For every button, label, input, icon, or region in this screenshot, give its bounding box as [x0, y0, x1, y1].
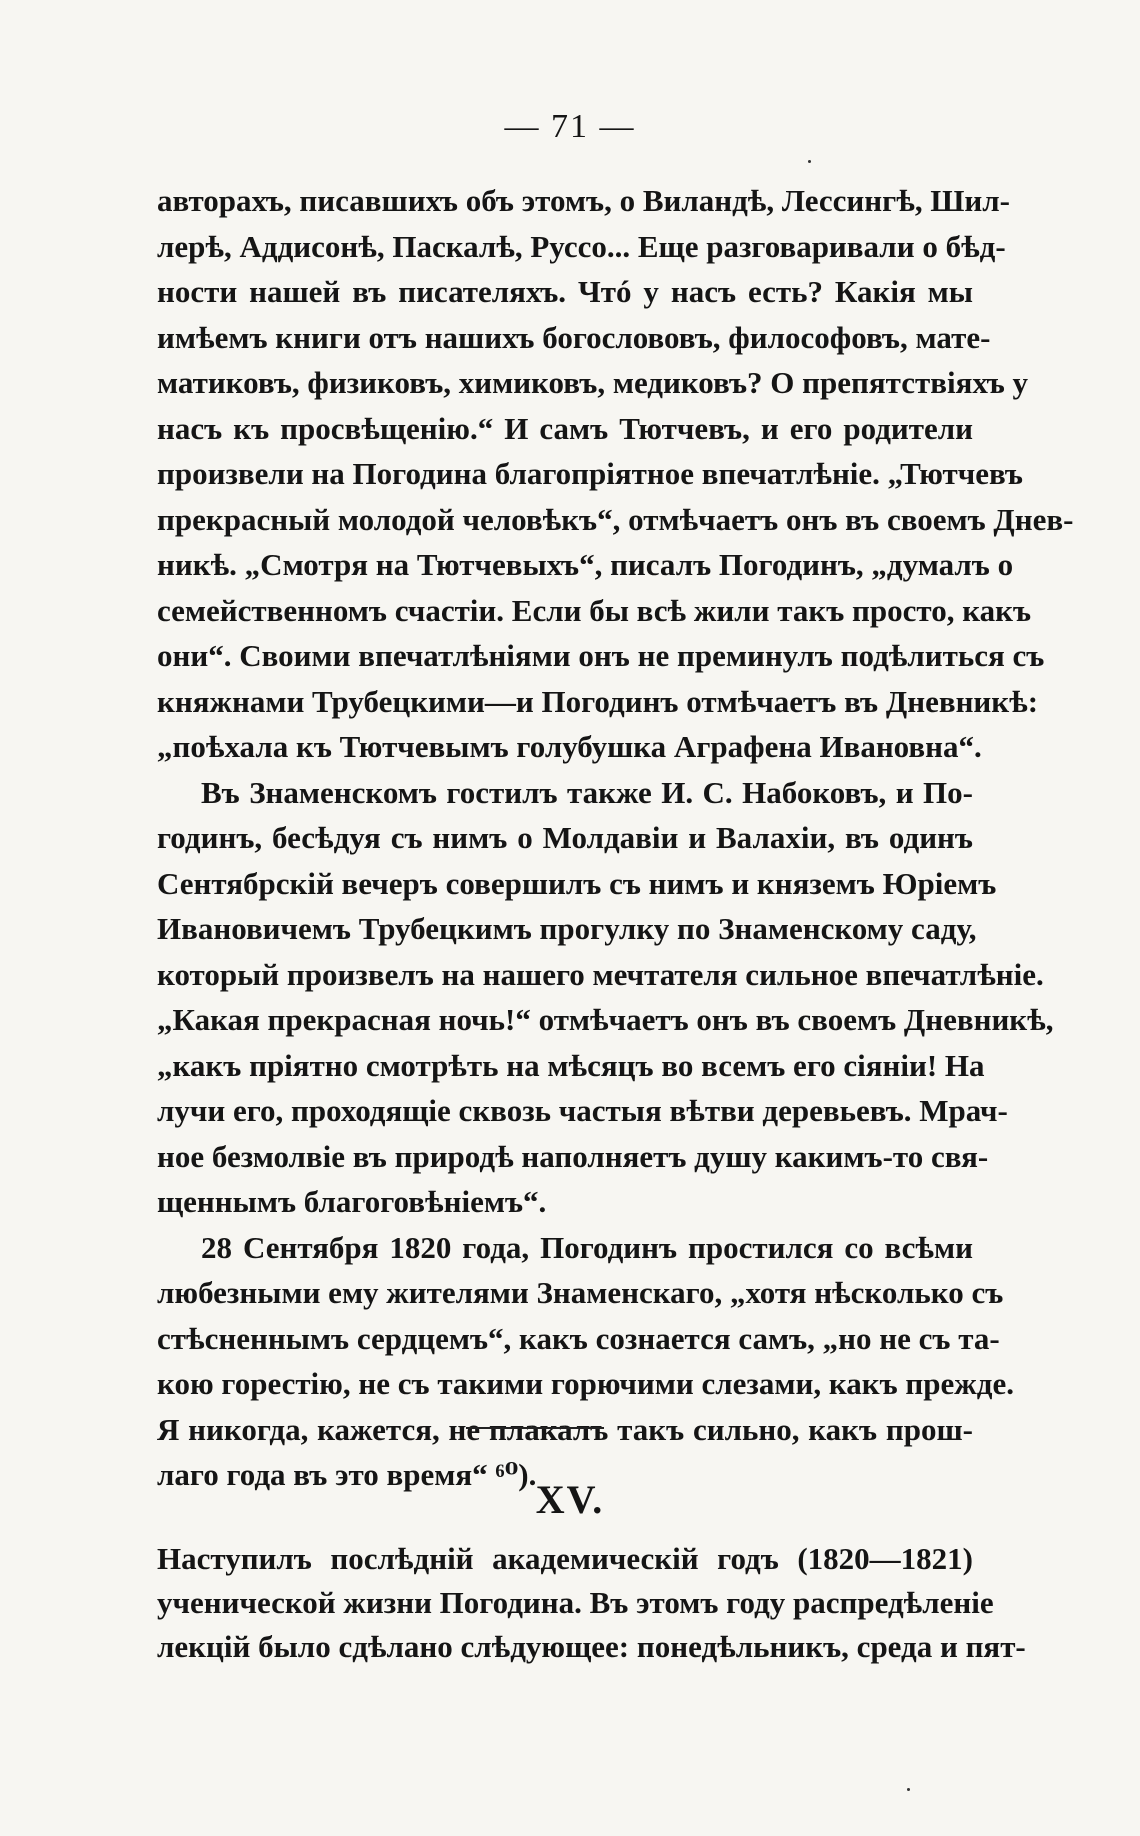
text-line: они“. Своими впечатлѣніями онъ не преминулъ подѣлиться съ [157, 638, 1045, 673]
chapter-text [157, 1537, 1026, 1669]
text-line: ное безмолвіе въ природѣ наполняетъ душу какимъ-то свя- [157, 1138, 989, 1174]
text-line: ности нашей въ писателяхъ. Чтó у насъ есть? Какія мы [157, 274, 973, 309]
text-line: авторахъ, писавшихъ объ этомъ, о Виландѣ, Лессингѣ, Шил- [157, 183, 1010, 218]
text-line: насъ къ просвѣщенію.“ И самъ Тютчевъ, и его родители [157, 410, 973, 446]
text-line: Я никогда, кажется, не плакалъ такъ сильно, какъ прош- [157, 1411, 973, 1447]
section-divider [466, 1427, 604, 1429]
text-line: Наступилъ послѣдній академическій годъ (1820—1821) [157, 1541, 973, 1576]
text-line: годинъ, бесѣдуя съ нимъ о Молдавіи и Валахіи, въ одинъ [157, 820, 973, 855]
text-line: „какъ пріятно смотрѣть на мѣсяцъ во всемъ его сіяніи! На [157, 1047, 985, 1083]
text-line: прекрасный молодой человѣкъ“, отмѣчаетъ онъ въ своемъ Днев- [157, 501, 1074, 537]
text-line: произвели на Погодина благопріятное впечатлѣніе. „Тютчевъ [157, 456, 1024, 491]
text-line: лаго года въ это время“ ⁶⁰). [157, 1457, 537, 1492]
text-line: ученической жизни Погодина. Въ этомъ году распредѣленіе [157, 1585, 994, 1620]
text-line: „Какая прекрасная ночь!“ отмѣчаетъ онъ въ своемъ Дневникѣ, [157, 1002, 1054, 1037]
text-line: „поѣхала къ Тютчевымъ голубушка Аграфена Ивановна“. [157, 729, 982, 764]
text-line: любезными ему жителями Знаменскаго, „хотя нѣсколько съ [157, 1275, 1004, 1310]
text-line: никѣ. „Смотря на Тютчевыхъ“, писалъ Погодинъ, „думалъ о [157, 547, 1014, 582]
text-line: кою горестію, не съ такими горючими слезами, какъ прежде. [157, 1366, 1014, 1401]
print-speck [907, 1788, 910, 1791]
text-line: Сентябрскій вечеръ совершилъ съ нимъ и княземъ Юріемъ [157, 865, 997, 901]
text-line: щеннымъ благоговѣніемъ“. [157, 1184, 547, 1219]
text-line: который произвелъ на нашего мечтателя сильное впечатлѣніе. [157, 956, 1044, 992]
page-number: — 71 — [504, 108, 636, 145]
chapter-heading: XV. [535, 1477, 605, 1522]
text-line: 28 Сентября 1820 года, Погодинъ простился со всѣми [201, 1229, 973, 1265]
text-line: матиковъ, физиковъ, химиковъ, медиковъ? О препятствіяхъ у [157, 365, 1029, 400]
text-line: княжнами Трубецкими—и Погодинъ отмѣчаетъ въ Дневникѣ: [157, 683, 1039, 719]
text-line: лекцій было сдѣлано слѣдующее: понедѣльникъ, среда и пят- [157, 1629, 1026, 1664]
print-speck [808, 160, 811, 163]
text-line: семейственномъ счастіи. Если бы всѣ жили такъ просто, какъ [157, 592, 1032, 628]
text-line: Ивановичемъ Трубецкимъ прогулку по Знаменскому саду, [157, 911, 977, 946]
text-line: лучи его, проходящіе сквозь частыя вѣтви деревьевъ. Мрач- [157, 1093, 1008, 1128]
text-line: имѣемъ книги отъ нашихъ богослововъ, философовъ, мате- [157, 319, 991, 355]
text-line: лерѣ, Аддисонѣ, Паскалѣ, Руссо... Еще разговаривали о бѣд- [157, 228, 1006, 264]
body-text [157, 178, 1074, 1498]
text-line: Въ Знаменскомъ гостилъ также И. С. Набоковъ, и По- [201, 774, 973, 810]
text-line: стѣсненнымъ сердцемъ“, какъ сознается самъ, „но не съ та- [157, 1320, 1000, 1356]
